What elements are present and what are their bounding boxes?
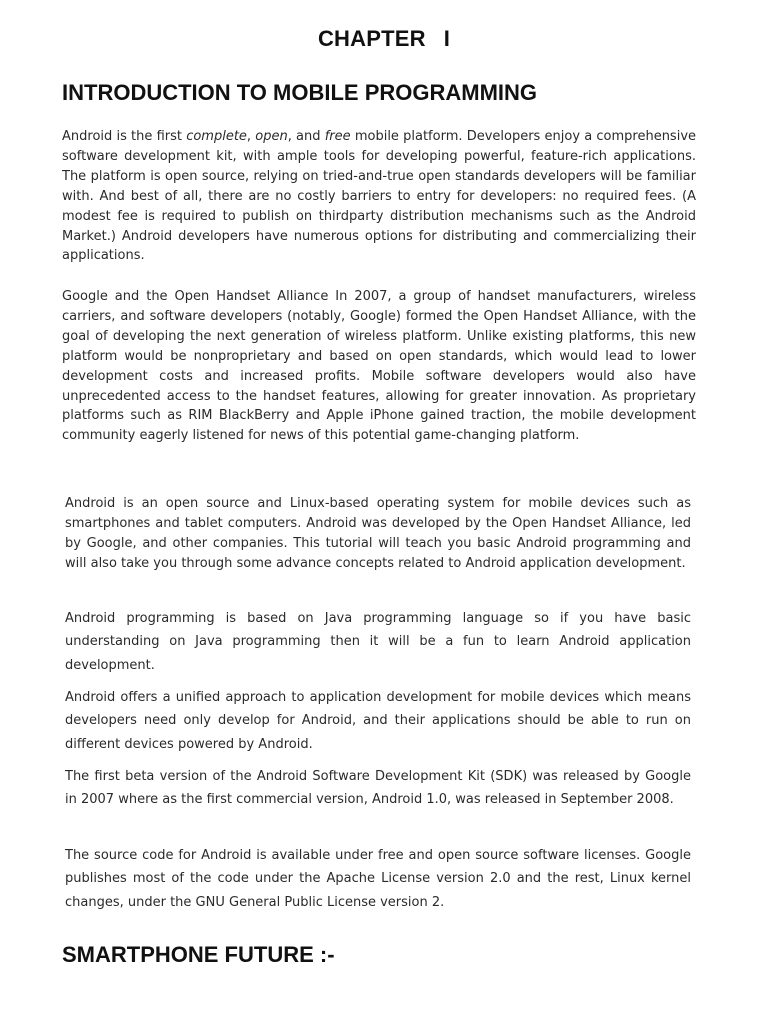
p1-text-2: , xyxy=(246,129,256,144)
paragraph-source-licenses: The source code for Android is available under free and open source software licenses. Google publishes most of the code under the Apache License version 2.0 and the rest, Linux kernel changes, under the GNU General Public License version 2. xyxy=(65,848,691,910)
p1-emphasis-open: open xyxy=(255,129,288,144)
paragraph-android-platform xyxy=(62,127,696,266)
p1-text-3: , and xyxy=(287,129,325,144)
chapter-label: CHAPTER xyxy=(317,26,426,51)
paragraph-sdk-history: The first beta version of the Android Software Development Kit (SDK) was released by Google in 2007 where as the first commercial version, Android 1.0, was released in September 2008. xyxy=(65,769,691,808)
paragraph-android-os: Android is an open source and Linux-based operating system for mobile devices such as smartphones and tablet computers. Android was developed by the Open Handset Alliance, led by Google, and other companies. This tutorial will teach you basic Android programming and will also take you through some advance concepts related to Android application development. xyxy=(65,496,691,571)
paragraph-unified-approach: Android offers a unified approach to application development for mobile devices which means developers need only develop for Android, and their applications should be able to run on different devices powered by Android. xyxy=(65,690,691,752)
intro-heading: INTRODUCTION TO MOBILE PROGRAMMING xyxy=(62,80,538,105)
p1-emphasis-complete: complete xyxy=(186,129,247,144)
p1-emphasis-free: free xyxy=(324,129,351,144)
p1-text-1: Android is the first xyxy=(62,129,187,144)
paragraph-open-handset-alliance: Google and the Open Handset Alliance In 2007, a group of handset manufacturers, wireless carriers, and software developers (notably, Google) formed the Open Handset Alliance, with the goal of developing the next generation of wireless platform. Unlike existing platforms, this new platform would be nonproprietary and based on open standards, which would lead to lower development costs and increased profits. Mobile software developers would also have unprecedented access to the handset features, allowing for greater innovation. As proprietary platforms such as RIM BlackBerry and Apple iPhone gained traction, the mobile development community eagerly listened for news of this potential game-changing platform. xyxy=(62,289,696,444)
smartphone-future-heading: SMARTPHONE FUTURE :- xyxy=(62,942,335,967)
chapter-title xyxy=(0,26,768,52)
chapter-number: I xyxy=(443,26,451,51)
p1-text-4: mobile platform. Developers enjoy a comprehensive software development kit, with ample tools for developing powerful, feature-rich applications. The platform is open source, relying on tried-and-true open standards developers will be familiar with. And best of all, there are no costly barriers to entry for developers: no required fees. (A modest fee is required to publish on thirdparty distribution mechanisms such as the Android Market.) Android developers have numerous options for distributing and commercializing their applications. xyxy=(62,129,697,264)
paragraph-java-programming: Android programming is based on Java programming language so if you have basic understanding on Java programming then it will be a fun to learn Android application development. xyxy=(65,611,691,673)
